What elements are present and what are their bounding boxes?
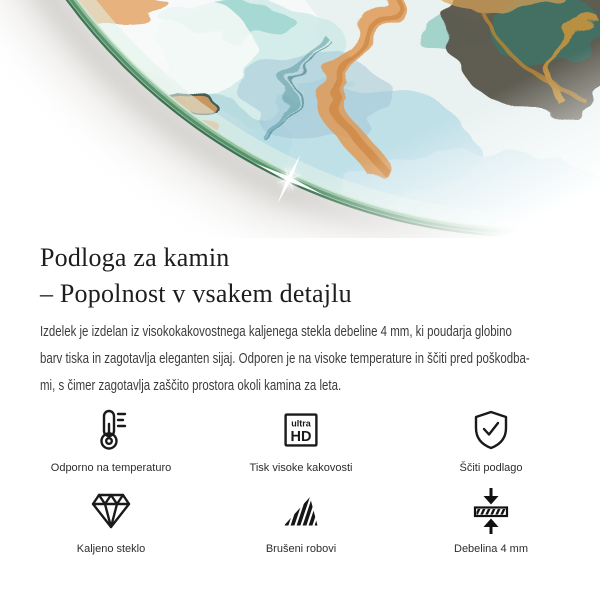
description-line: barv tiska in zagotavlja eleganten sijaj. Odporen je na visoke temperature in ščiti pred poškodba- — [40, 351, 530, 367]
polished-edges-icon — [283, 488, 319, 534]
feature-protects-surface — [396, 407, 586, 475]
feature-grid — [16, 407, 586, 556]
title-line-1: Podloga za kamin — [40, 243, 230, 272]
diamond-icon — [91, 488, 131, 534]
feature-label: Ščiti podlago — [459, 462, 523, 474]
feature-print-quality — [206, 407, 396, 475]
feature-polished-edges — [206, 488, 396, 556]
feature-thickness — [396, 488, 586, 556]
page-title — [40, 238, 560, 312]
ultra-hd-icon — [284, 407, 318, 453]
ultra-text: ultra — [291, 418, 311, 429]
thickness-icon — [471, 488, 511, 534]
feature-tempered-glass — [16, 488, 206, 556]
title-line-2: – Popolnost v vsakem detajlu — [40, 279, 352, 308]
feature-label: Debelina 4 mm — [454, 543, 528, 555]
product-description-section — [0, 238, 600, 400]
feature-label: Brušeni robovi — [265, 543, 337, 555]
glass-panel-artwork — [0, 0, 600, 238]
description-line: Izdelek je izdelan iz visokokakovostnega kaljenega stekla debeline 4 mm, ki poudarja globino — [40, 324, 512, 340]
thermometer-icon — [94, 407, 128, 453]
feature-label: Tisk visoke kakovosti — [249, 462, 353, 474]
feature-label: Kaljeno steklo — [76, 543, 146, 555]
description-line: mi, s čimer zagotavlja zaščito prostora okoli kamina za leta. — [40, 378, 342, 394]
hd-text: HD — [290, 429, 312, 445]
product-image — [0, 0, 600, 238]
feature-heat-resistant — [16, 407, 206, 475]
product-description — [40, 319, 600, 400]
shield-check-icon — [473, 407, 509, 453]
feature-label: Odporno na temperaturo — [50, 462, 172, 474]
